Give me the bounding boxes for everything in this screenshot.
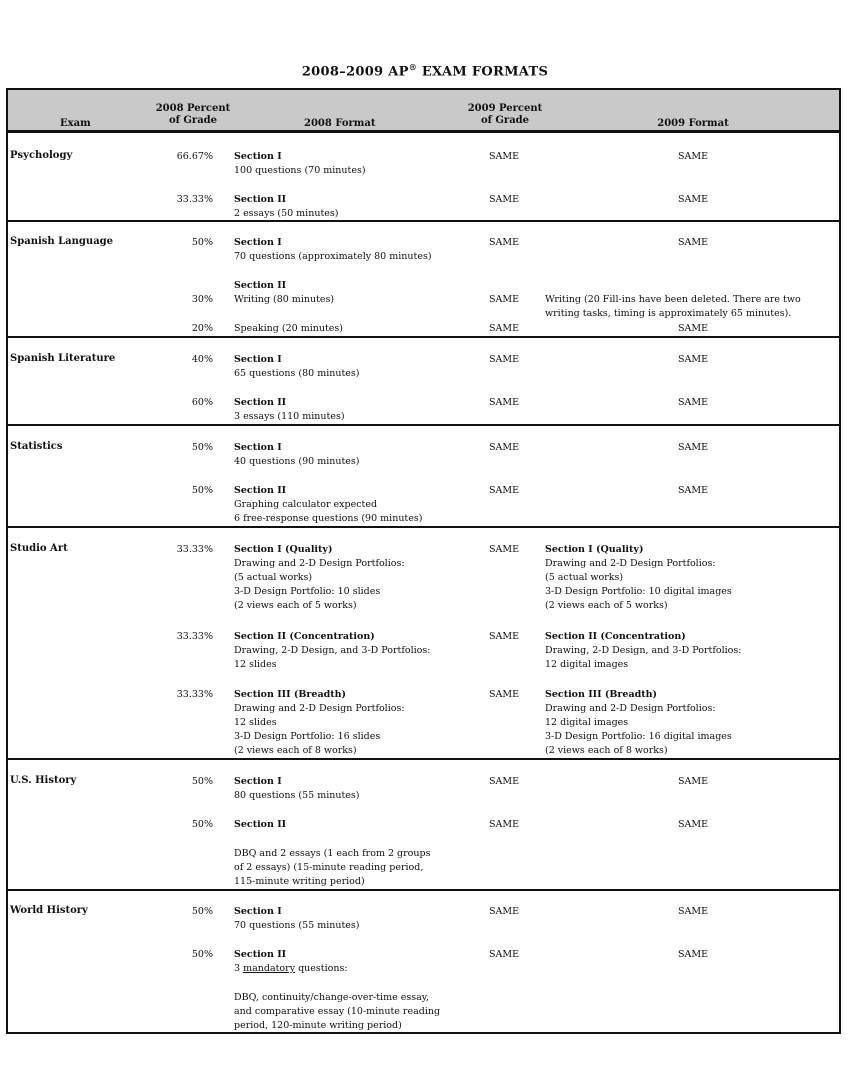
format-2009: Section I (Quality) Drawing and 2-D Design Portfolios: (5 actual works) 3-D Design Portfolio: 10 digital images (2 views each of 5 works) <box>545 544 732 611</box>
pct-2008: 50% <box>191 485 213 496</box>
exam-row-statistics <box>8 426 839 528</box>
exam-name: Psychology <box>10 150 73 161</box>
format-2008: Section I 70 questions (55 minutes) <box>234 906 360 931</box>
pct-2009: SAME <box>488 237 520 248</box>
exam-name: Spanish Language <box>10 236 114 247</box>
format-2008: Section II 2 essays (50 minutes) <box>234 194 339 219</box>
format-2009: SAME <box>677 819 709 830</box>
pct-2009: SAME <box>488 294 520 305</box>
header-format-2008: 2008 Format <box>304 118 376 129</box>
format-2009: SAME <box>677 151 709 162</box>
exam-row-us-history <box>8 760 839 891</box>
format-2008: Section II <box>234 819 287 830</box>
header-pct-2009: 2009 Percent of Grade <box>467 103 543 126</box>
pct-2008: 33.33% <box>176 631 213 642</box>
format-2008: Speaking (20 minutes) <box>234 323 344 334</box>
pct-2009: SAME <box>488 776 520 787</box>
pct-2009: SAME <box>488 819 520 830</box>
header-format-2009: 2009 Format <box>657 118 729 129</box>
exam-row-spanish-language <box>8 222 839 338</box>
format-2009: SAME <box>677 397 709 408</box>
format-2008-detail: DBQ and 2 essays (1 each from 2 groups of 2 essays) (15-minute reading period, 115-minute writing period) <box>234 848 431 887</box>
header-exam: Exam <box>60 118 91 129</box>
pct-2008: 50% <box>191 906 213 917</box>
pct-2009: SAME <box>488 949 520 960</box>
pct-2009: SAME <box>488 906 520 917</box>
exam-name: World History <box>10 905 88 916</box>
format-2008: Section III (Breadth) Drawing and 2-D Design Portfolios: 12 slides 3-D Design Portfolio: 16 slides (2 views each of 8 works) <box>234 689 405 756</box>
exam-row-spanish-literature <box>8 338 839 426</box>
format-2008: Section I 40 questions (90 minutes) <box>234 442 360 467</box>
format-2009: SAME <box>677 906 709 917</box>
pct-2008: 50% <box>191 949 213 960</box>
pct-2009: SAME <box>488 323 520 334</box>
exam-row-studio-art <box>8 528 839 760</box>
exam-row-world-history <box>8 891 839 1032</box>
page-title: 2008–2009 AP® EXAM FORMATS <box>301 62 549 80</box>
pct-2009: SAME <box>488 689 520 700</box>
format-2009: SAME <box>677 354 709 365</box>
format-2009: Section III (Breadth) Drawing and 2-D Design Portfolios: 12 digital images 3-D Design Portfolio: 16 digital images (2 views each of 8 works) <box>545 689 732 756</box>
pct-2009: SAME <box>488 631 520 642</box>
pct-2009: SAME <box>488 194 520 205</box>
pct-2009: SAME <box>488 354 520 365</box>
format-2008: Section I 70 questions (approximately 80 minutes) <box>234 237 432 262</box>
format-2008: Section II Writing (80 minutes) <box>234 280 335 305</box>
pct-2008: 33.33% <box>176 194 213 205</box>
format-2009: SAME <box>677 442 709 453</box>
format-2009: SAME <box>677 776 709 787</box>
pct-2008: 33.33% <box>176 689 213 700</box>
format-2009: SAME <box>677 323 709 334</box>
format-2008: Section I 100 questions (70 minutes) <box>234 151 366 176</box>
format-2008: Section II Graphing calculator expected 6 free-response questions (90 minutes) <box>234 485 423 524</box>
pct-2008: 50% <box>191 819 213 830</box>
pct-2008: 50% <box>191 237 213 248</box>
format-2009: SAME <box>677 949 709 960</box>
pct-2009: SAME <box>488 544 520 555</box>
exam-name: Studio Art <box>10 543 68 554</box>
exam-name: Statistics <box>10 441 63 452</box>
pct-2009: SAME <box>488 151 520 162</box>
format-2008: Section I (Quality) Drawing and 2-D Design Portfolios: (5 actual works) 3-D Design Portfolio: 10 slides (2 views each of 5 works) <box>234 544 405 611</box>
pct-2008: 33.33% <box>176 544 213 555</box>
pct-2009: SAME <box>488 442 520 453</box>
table-header <box>8 90 839 133</box>
pct-2008: 40% <box>191 354 213 365</box>
format-2009: Section II (Concentration) Drawing, 2-D Design, and 3-D Portfolios: 12 digital images <box>545 631 742 670</box>
pct-2008: 20% <box>191 323 213 334</box>
format-2008: Section I 80 questions (55 minutes) <box>234 776 360 801</box>
format-2008: Section II 3 essays (110 minutes) <box>234 397 345 422</box>
pct-2009: SAME <box>488 485 520 496</box>
pct-2008: 60% <box>191 397 213 408</box>
pct-2009: SAME <box>488 397 520 408</box>
pct-2008: 66.67% <box>176 151 213 162</box>
exam-row-psychology <box>8 133 839 222</box>
format-2008: Section I 65 questions (80 minutes) <box>234 354 360 379</box>
format-2008-detail: DBQ, continuity/change-over-time essay, and comparative essay (10-minute reading period, 120-minute writing period) <box>234 992 441 1031</box>
format-2008: Section II (Concentration) Drawing, 2-D Design, and 3-D Portfolios: 12 slides <box>234 631 431 670</box>
format-2009: SAME <box>677 194 709 205</box>
pct-2008: 50% <box>191 442 213 453</box>
exam-name: U.S. History <box>10 775 77 786</box>
header-pct-2008: 2008 Percent of Grade <box>155 103 231 126</box>
format-2008: Section II 3 mandatory questions: <box>234 949 348 974</box>
format-2009: Writing (20 Fill-ins have been deleted. There are two writing tasks, timing is approximately 65 minutes). <box>545 294 801 319</box>
pct-2008: 50% <box>191 776 213 787</box>
exam-formats-table <box>6 88 841 1034</box>
format-2009: SAME <box>677 237 709 248</box>
format-2009: SAME <box>677 485 709 496</box>
pct-2008: 30% <box>191 294 213 305</box>
exam-name: Spanish Literature <box>10 353 116 364</box>
